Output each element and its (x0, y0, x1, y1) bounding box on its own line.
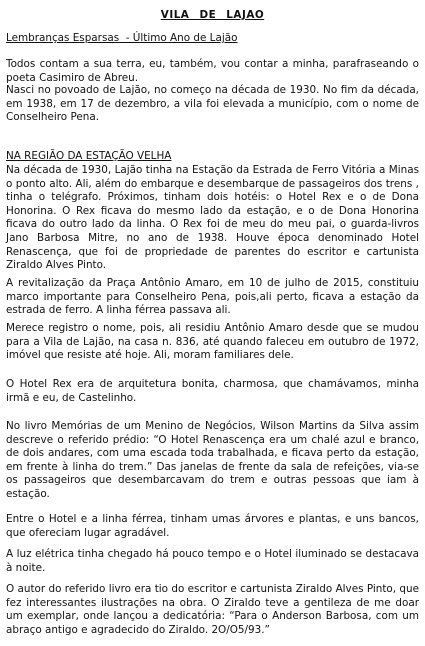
paragraph-ziraldo: O autor do referido livro era tio do escritor e cartunista Ziraldo Alves Pinto, que fez interessantes ilustrações na obra. O Ziraldo teve a gentileza de me doar um exemplar, onde lançou a dedicatória: “Para o Anderson Barbosa, com um abraço antigo e agradecido do Ziraldo. 2O/O5/93.” (6, 583, 419, 636)
paragraph-praca: A revitalização da Praça Antônio Amaro, em 10 de julho de 2015, constituiu marco importante para Conselheiro Pena, pois,ali perto, ficava a estação da estrada de ferro. A linha férrea passava ali. (6, 277, 419, 317)
document-subtitle: Lembranças Esparsas - Último Ano de Lajão (6, 32, 238, 44)
paragraph-antonio-amaro: Merece registro o nome, pois, ali residiu Antônio Amaro desde que se mudou para a Vila de Lajão, na casa n. 836, até quando faleceu em outubro de 1972, imóvel que resiste até hoje. Ali, moram familiares dele. (6, 322, 419, 362)
document-title: VILA DE LAJAO (160, 9, 265, 21)
paragraph-luz: A luz elétrica tinha chegado há pouco tempo e o Hotel iluminado se destacava à noite. (6, 548, 419, 574)
paragraph-hotel-rex: O Hotel Rex era de arquitetura bonita, charmosa, que chamávamos, minha irmã e eu, de Castelinho. (6, 378, 419, 404)
section-heading: NA REGIÃO DA ESTAÇÃO VELHA (6, 150, 172, 162)
paragraph-birth: Nasci no povoado de Lajão, no começo na década de 1930. No fim da década, em 1938, em 17 de dezembro, a vila foi elevada a município, com o nome de Conselheiro Pena. (6, 84, 419, 124)
paragraph-memorias: No livro Memórias de um Menino de Negócios, Wilson Martins da Silva assim descreve o referido prédio: “O Hotel Renascença era um chalé azul e branco, de dois andares, com uma escada toda trabalhada, e ficava perto da estação, em frente à linha do trem.” Das janelas de frente da sala de refeições, via-se os passageiros que desembarcavam do trem e outras pessoas que iam à estação. (6, 420, 419, 500)
paragraph-arvores: Entre o Hotel e a linha férrea, tinham umas árvores e plantas, e uns bancos, que ofereciam lugar agradável. (6, 513, 419, 539)
paragraph-intro: Todos contam a sua terra, eu, também, vou contar a minha, parafraseando o poeta Casimiro de Abreu. (6, 58, 419, 84)
paragraph-station: Na década de 1930, Lajão tinha na Estação da Estrada de Ferro Vitória a Minas o ponto alto. Ali, além do embarque e desembarque de passageiros dos trens , tinha o telégrafo. Próximos, tinham dois hotéis: o Hotel Rex e o de Dona Honorina. O Rex ficava do mesmo lado da estação, e o de Dona Honorina ficava do outro lado da linha. O Rex foi de meu do meu pai, o guarda-livros Jano Barbosa Mitre, no ano de 1938. Houve época denominado Hotel Renascença, que foi de propriedade de parentes do escritor e cartunista Ziraldo Alves Pinto. (6, 164, 419, 272)
